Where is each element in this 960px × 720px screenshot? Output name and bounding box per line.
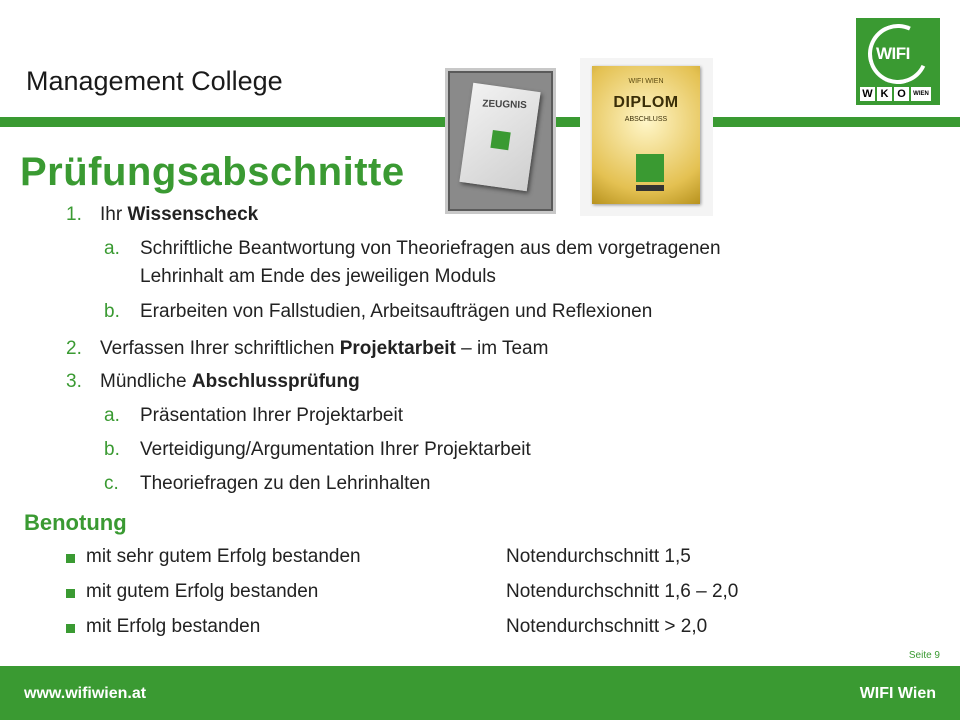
list-item-bold: Abschlussprüfung (191, 371, 360, 392)
wko-logo (860, 87, 931, 101)
list-subitem: Präsentation Ihrer Projektarbeit (140, 405, 403, 426)
list-number: 2. (66, 338, 82, 359)
list-item-bold: Projektarbeit (339, 338, 456, 359)
diplom-title: DIPLOM (613, 94, 679, 111)
grade-value: Notendurchschnitt > 2,0 (506, 616, 708, 637)
list-number: 3. (66, 371, 82, 392)
wko-letter-w: W (860, 87, 875, 101)
grade-value: Notendurchschnitt 1,5 (506, 546, 691, 567)
list-item-text: Verfassen Ihrer schriftlichen (100, 338, 340, 359)
diplom-image (580, 58, 713, 216)
grading-heading: Benotung (24, 510, 127, 535)
footer (0, 666, 960, 720)
sub-letter: b. (104, 439, 120, 460)
list-subitem: Erarbeiten von Fallstudien, Arbeitsaufträgen und Reflexionen (140, 301, 653, 322)
sub-letter: a. (104, 238, 120, 259)
sub-letter: b. (104, 301, 120, 322)
bullet-icon (66, 554, 75, 563)
sub-letter: a. (104, 405, 120, 426)
wifi-wordmark: WIFI (876, 44, 910, 63)
list-item-text: Ihr (100, 204, 128, 225)
wko-letter-o: O (894, 87, 909, 101)
diplom-top-text: WIFI WIEN (628, 78, 664, 85)
zeugnis-logo-icon (490, 130, 510, 150)
list-subitem-continued: Lehrinhalt am Ende des jeweiligen Moduls (140, 266, 496, 287)
wko-letter-k: K (877, 87, 892, 101)
list-item (100, 338, 548, 360)
list-item-bold: Wissenscheck (127, 204, 259, 225)
diplom-logo-icon (636, 154, 664, 182)
list-item-text: – im Team (455, 338, 549, 359)
footer-brand: WIFI Wien (859, 685, 936, 702)
grade-label: mit gutem Erfolg bestanden (86, 581, 319, 602)
list-item (100, 204, 258, 226)
wko-wien: WIEN (911, 87, 931, 101)
grade-label: mit sehr gutem Erfolg bestanden (86, 546, 361, 567)
slide-title: Prüfungsabschnitte (20, 150, 405, 194)
grade-label: mit Erfolg bestanden (86, 616, 261, 637)
list-subitem: Theoriefragen zu den Lehrinhalten (140, 473, 431, 494)
sub-letter: c. (104, 473, 119, 494)
list-item-text: Mündliche (100, 371, 192, 392)
wifi-logo (856, 18, 940, 105)
zeugnis-paper (459, 83, 540, 191)
bullet-icon (66, 589, 75, 598)
college-title: Management College (26, 66, 283, 96)
footer-url[interactable]: www.wifiwien.at (24, 685, 147, 702)
diplom-wko-icon (636, 185, 664, 191)
list-item (100, 371, 360, 393)
zeugnis-image (445, 68, 556, 214)
zeugnis-label: ZEUGNIS (482, 98, 527, 112)
list-subitem: Verteidigung/Argumentation Ihrer Projektarbeit (140, 439, 531, 460)
diplom-subtitle: ABSCHLUSS (624, 116, 668, 123)
page-number: Seite 9 (908, 650, 940, 661)
diplom-frame (592, 66, 700, 204)
grade-value: Notendurchschnitt 1,6 – 2,0 (506, 581, 739, 602)
list-number: 1. (66, 204, 82, 225)
bullet-icon (66, 624, 75, 633)
list-subitem: Schriftliche Beantwortung von Theoriefragen aus dem vorgetragenen (140, 238, 721, 259)
